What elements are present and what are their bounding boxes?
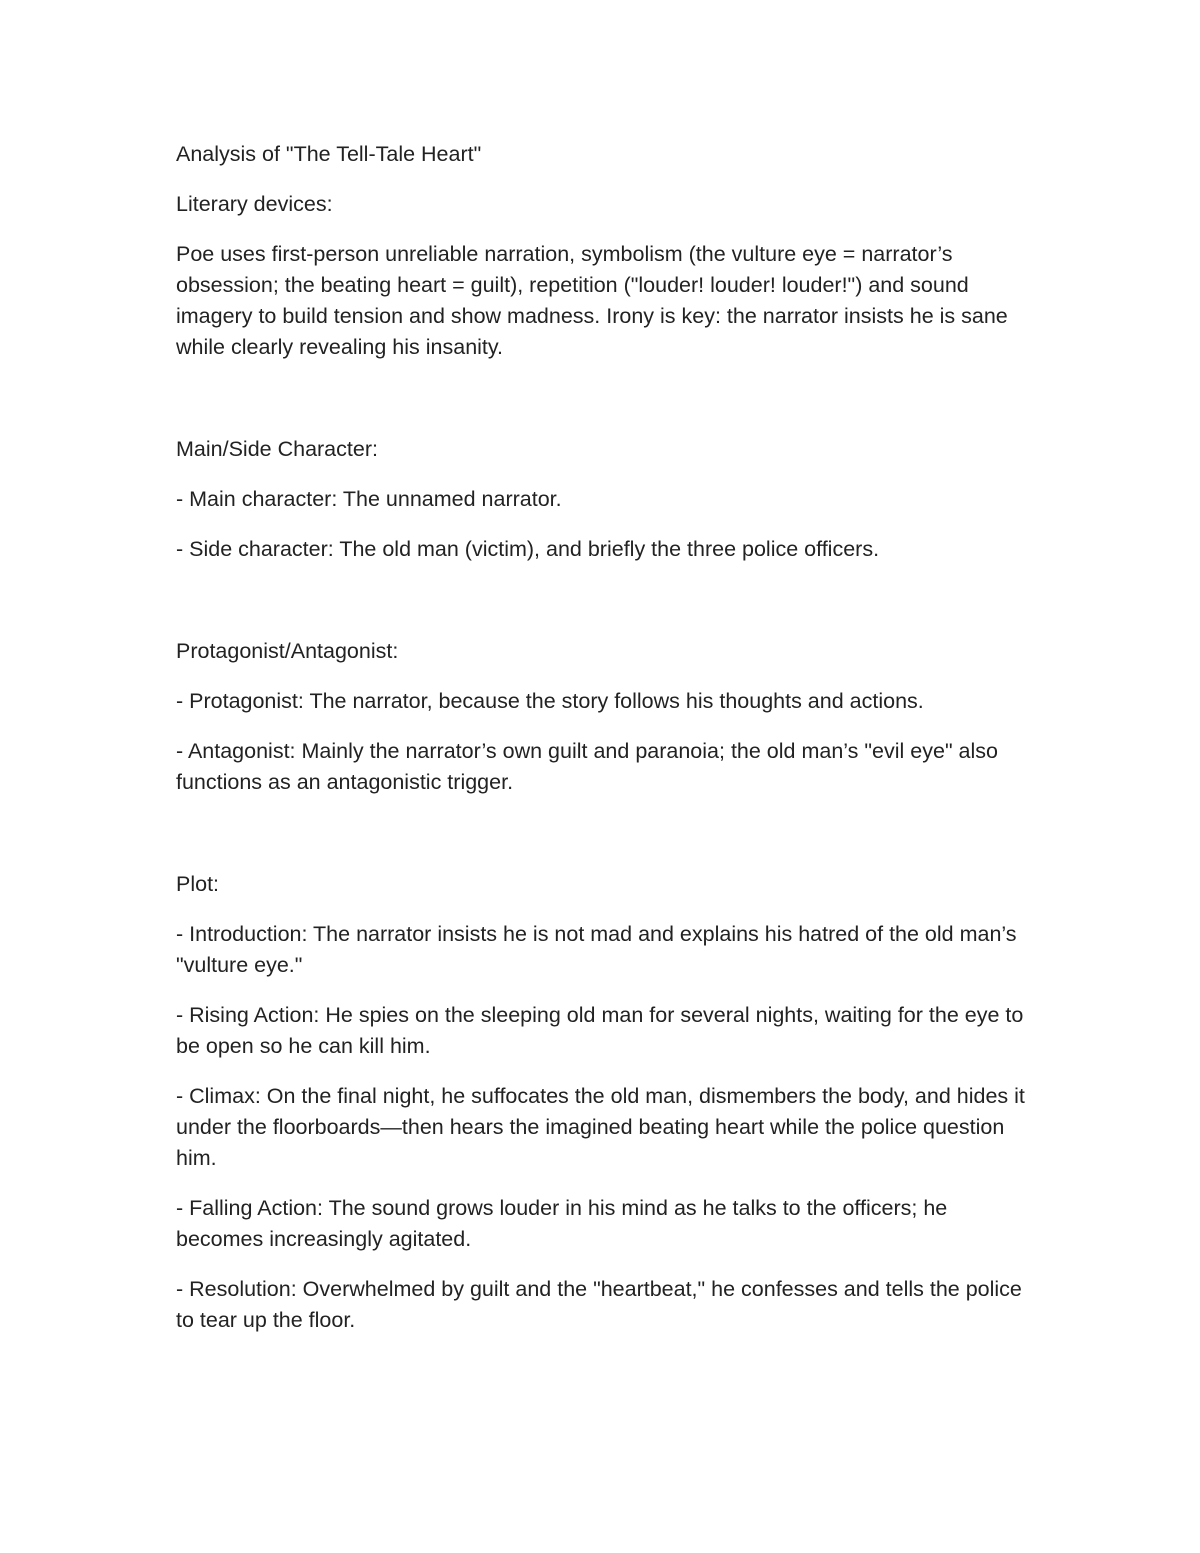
antagonist-item: - Antagonist: Mainly the narrator’s own guilt and paranoia; the old man’s "evil eye" also functions as an antagonistic trigger. (176, 739, 998, 794)
literary-devices-body: Poe uses first-person unreliable narration, symbolism (the vulture eye = narrator’s obsession; the beating heart = guilt), repetition ("louder! louder! louder!") and sound imagery to build tension and show madness. Irony is key: the narrator insists he is sane while clearly revealing his insanity. (176, 242, 1008, 359)
plot-rising-action-item: - Rising Action: He spies on the sleeping old man for several nights, waiting for the eye to be open so he can kill him. (176, 1003, 1024, 1058)
document-page (176, 139, 1036, 1355)
section-spacer (176, 382, 1036, 434)
protagonist-antagonist-heading: Protagonist/Antagonist: (176, 639, 399, 663)
characters-heading: Main/Side Character: (176, 437, 378, 461)
literary-devices-heading: Literary devices: (176, 192, 333, 216)
side-character-item: - Side character: The old man (victim), and briefly the three police officers. (176, 537, 880, 561)
plot-falling-action-item: - Falling Action: The sound grows louder in his mind as he talks to the officers; he becomes increasingly agitated. (176, 1196, 948, 1251)
plot-climax-item: - Climax: On the final night, he suffocates the old man, dismembers the body, and hides it under the floorboards—then hears the imagined beating heart while the police question him. (176, 1084, 1025, 1170)
section-spacer (176, 584, 1036, 636)
document-title: Analysis of "The Tell-Tale Heart" (176, 142, 482, 166)
main-character-item: - Main character: The unnamed narrator. (176, 487, 562, 511)
plot-introduction-item: - Introduction: The narrator insists he is not mad and explains his hatred of the old man’s "vulture eye." (176, 922, 1017, 977)
section-spacer (176, 817, 1036, 869)
plot-heading: Plot: (176, 872, 220, 896)
plot-resolution-item: - Resolution: Overwhelmed by guilt and the "heartbeat," he confesses and tells the police to tear up the floor. (176, 1277, 1022, 1332)
protagonist-item: - Protagonist: The narrator, because the story follows his thoughts and actions. (176, 689, 924, 713)
